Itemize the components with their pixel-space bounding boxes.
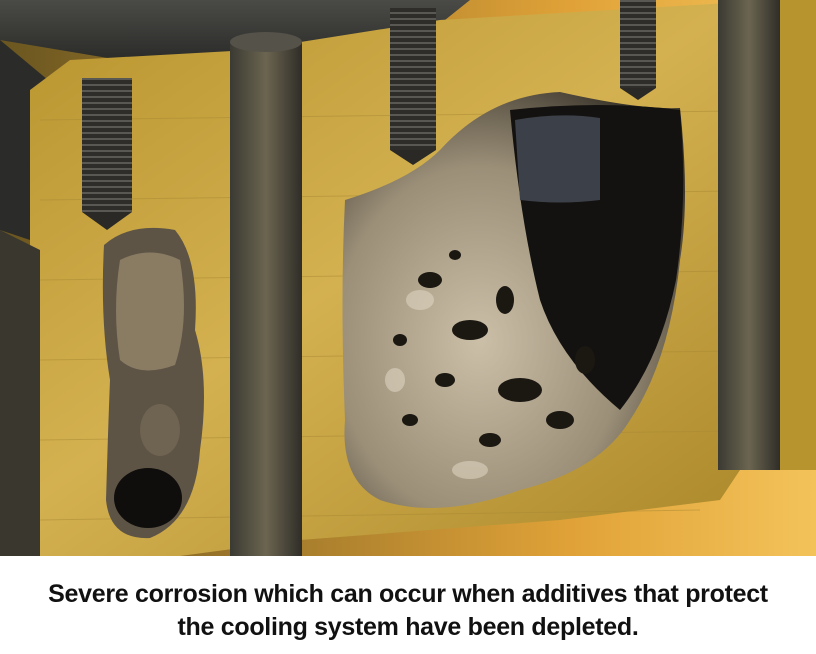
push-rod-left (230, 32, 302, 556)
bolt-hole-left (82, 78, 132, 230)
photo-caption (0, 578, 816, 644)
corroded-coolant-passage-small (103, 228, 204, 538)
caption-line-1: Severe corrosion which can occur when additives that protect (48, 580, 768, 608)
push-rod-right (718, 0, 780, 470)
bolt-hole-right (620, 0, 656, 100)
caption-line-2: the cooling system have been depleted. (177, 613, 639, 641)
bolt-hole-center (390, 8, 436, 165)
right-wall (780, 0, 816, 470)
